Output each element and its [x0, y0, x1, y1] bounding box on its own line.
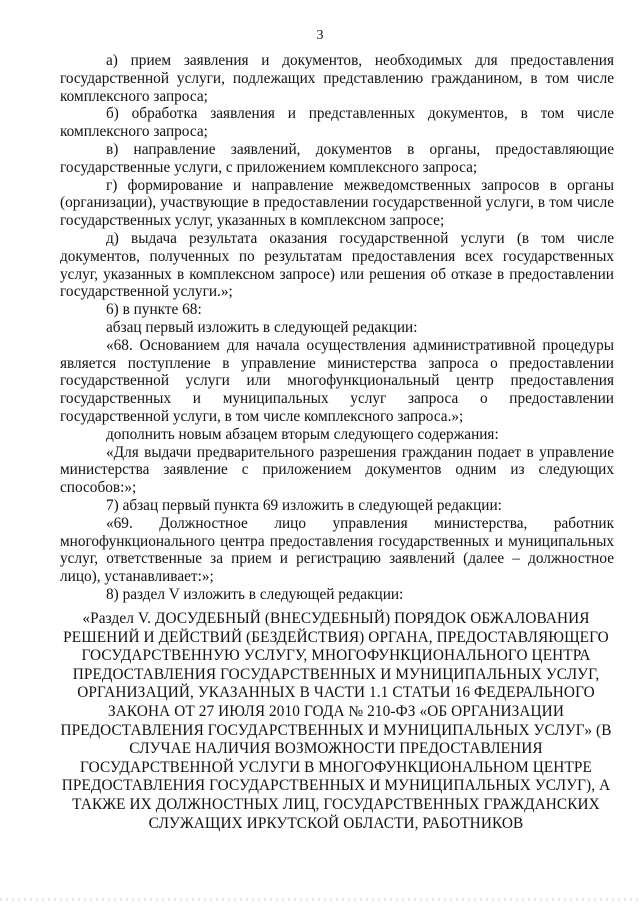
document-body — [60, 52, 614, 604]
point-69-text: «69. Должностное лицо управления министерства, работник многофункционального центра предоставления государственных и муниципальных услуг, ответственные за прием и регистрацию заявлений (далее – должностное лицо), устанавливает:»; — [60, 514, 614, 586]
amendment-8-paragraph: 8) раздел V изложить в следующей редакции: — [106, 585, 404, 603]
item-b-paragraph: б) обработка заявления и представленных документов, в том числе комплексного запроса; — [60, 105, 614, 141]
item-v-paragraph: в) направление заявлений, документов в органы, предоставляющие государственные услуги, с приложением комплексного запроса; — [60, 140, 614, 176]
scan-edge-mark — [0, 898, 640, 901]
item-a-paragraph: а) прием заявления и документов, необходимых для предоставления государственной услуги, подлежащих представлению гражданином, в том числе комплексного запроса; — [60, 52, 614, 105]
preliminary-permit-text: «Для выдачи предварительного разрешения гражданин подает в управление министерства заявление с приложением документов одним из следующих способов:»; — [60, 443, 614, 497]
amendment-6-paragraph: 6) в пункте 68: — [106, 301, 202, 319]
item-g-paragraph: г) формирование и направление межведомственных запросов в органы (организации), участвующие в предоставлении государственной услуги, в том числе государственных услуг, указанных в комплексном запросе; — [60, 176, 614, 230]
add-second-abzac-instruction: дополнить новым абзацем вторым следующего содержания: — [106, 425, 499, 443]
first-abzac-instruction: абзац первый изложить в следующей редакции: — [106, 318, 418, 336]
point-68-text: «68. Основанием для начала осуществления административной процедуры является поступление в управление министерства запроса о предоставлении государственной услуги или многофункциональный центр предоставления государственных и муниципальных услуг запроса о предоставлении государственной услуги, в том числе комплексного запроса.»; — [60, 336, 614, 425]
section-v-heading: «Раздел V. ДОСУДЕБНЫЙ (ВНЕСУДЕБНЫЙ) ПОРЯДОК ОБЖАЛОВАНИЯ РЕШЕНИЙ И ДЕЙСТВИЙ (БЕЗДЕЙСТВИЯ) ОРГАНА, ПРЕДОСТАВЛЯЮЩЕГО ГОСУДАРСТВЕННУЮ УСЛУГУ, МНОГОФУНКЦИОНАЛЬНОГО ЦЕНТРА ПРЕДОСТАВЛЕНИЯ ГОСУДАРСТВЕННЫХ И МУНИЦИПАЛЬНЫХ УСЛУГ, ОРГАНИЗАЦИЙ, УКАЗАННЫХ В ЧАСТИ 1.1 СТАТЬИ 16 ФЕДЕРАЛЬНОГО ЗАКОНА ОТ 27 ИЮЛЯ 2010 ГОДА № 210-ФЗ «ОБ ОРГАНИЗАЦИИ ПРЕДОСТАВЛЕНИЯ ГОСУДАРСТВЕННЫХ И МУНИЦИПАЛЬНЫХ УСЛУГ» (В СЛУЧАЕ НАЛИЧИЯ ВОЗМОЖНОСТИ ПРЕДОСТАВЛЕНИЯ ГОСУДАРСТВЕННОЙ УСЛУГИ В МНОГОФУНКЦИОНАЛЬНОМ ЦЕНТРЕ ПРЕДОСТАВЛЕНИЯ ГОСУДАРСТВЕННЫХ И МУНИЦИПАЛЬНЫХ УСЛУГ), А ТАКЖЕ ИХ ДОЛЖНОСТНЫХ ЛИЦ, ГОСУДАРСТВЕННЫХ ГРАЖДАНСКИХ СЛУЖАЩИХ ИРКУТСКОЙ ОБЛАСТИ, РАБОТНИКОВ — [60, 610, 612, 832]
page-number: 3 — [316, 28, 324, 43]
item-d-paragraph: д) выдача результата оказания государственной услуги (в том числе документов, полученных по результатам предоставления всех государственных услуг, указанных в комплексном запросе) или решения об отказе в предоставлении государственной услуги.»; — [60, 229, 614, 301]
amendment-7-paragraph: 7) абзац первый пункта 69 изложить в следующей редакции: — [106, 496, 502, 514]
